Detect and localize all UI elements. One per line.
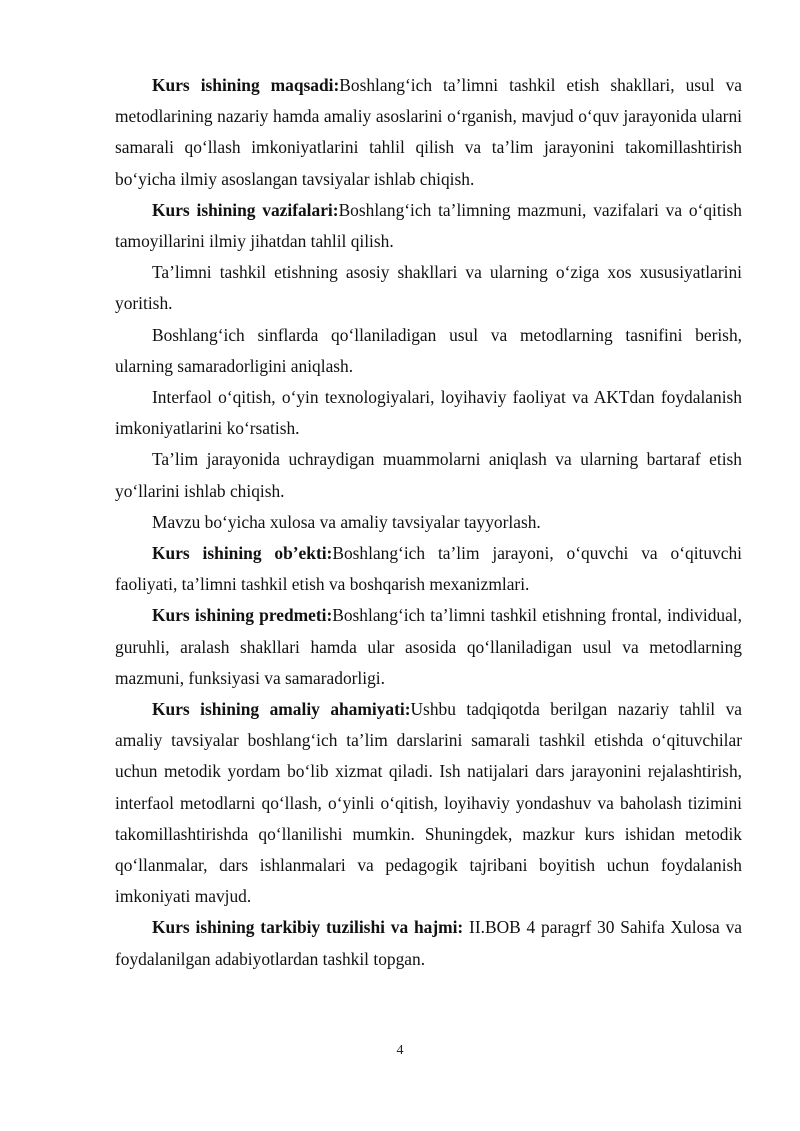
paragraph-text: Boshlang‘ich ta’limni tashkil etish shakllari, usul va metodlarining nazariy hamda amaliy asoslarini o‘rganish, mavjud o‘quv jarayonida ularni samarali qo‘llash imkoniyatlarini tahlil qilish va ta’lim jarayonini takomillashtirish bo‘yicha ilmiy asoslangan tavsiyalar ishlab chiqish. bbox=[115, 75, 743, 189]
paragraph-object bbox=[115, 538, 742, 600]
paragraph-text: Boshlang‘ich ta’lim jarayoni, o‘quvchi va o‘qituvchi faoliyati, ta’limni tashkil etish va boshqarish mexanizmlari. bbox=[115, 543, 742, 595]
paragraph-heading: Kurs ishining ob’ekti: bbox=[152, 543, 333, 564]
paragraph-subject bbox=[115, 600, 742, 694]
paragraph-practical-importance bbox=[115, 694, 742, 912]
paragraph-task-4 bbox=[115, 382, 742, 444]
paragraph-text: Ta’lim jarayonida uchraydigan muammolarni aniqlash va ularning bartaraf etish yo‘llarini ishlab chiqish. bbox=[115, 449, 742, 501]
paragraph-heading: Kurs ishining tarkibiy tuzilishi va hajmi: bbox=[152, 917, 464, 938]
paragraph-text: Boshlang‘ich ta’limni tashkil etishning frontal, individual, guruhli, aralash shakllari hamda ular asosida qo‘llaniladigan usul va metodlarning mazmuni, funksiyasi va samaradorligi. bbox=[115, 605, 742, 688]
paragraph-task-3 bbox=[115, 320, 742, 382]
paragraph-heading: Kurs ishining maqsadi: bbox=[152, 75, 340, 95]
paragraph-text: Interfaol o‘qitish, o‘yin texnologiyalari, loyihaviy faoliyat va AKTdan foydalanish imkoniyatlarini ko‘rsatish. bbox=[115, 387, 742, 439]
paragraph-heading: Kurs ishining predmeti: bbox=[152, 605, 333, 626]
paragraph-tasks bbox=[115, 195, 742, 257]
paragraph-heading: Kurs ishining amaliy ahamiyati: bbox=[152, 699, 411, 720]
paragraph-text: Mavzu bo‘yicha xulosa va amaliy tavsiyalar tayyorlash. bbox=[152, 511, 541, 532]
document-page bbox=[115, 70, 742, 975]
paragraph-task-6 bbox=[115, 507, 742, 538]
paragraph-text: Ta’limni tashkil etishning asosiy shakllari va ularning o‘ziga xos xususiyatlarini yoritish. bbox=[115, 262, 742, 314]
paragraph-task-5 bbox=[115, 444, 742, 506]
paragraph-heading: Kurs ishining vazifalari: bbox=[152, 199, 339, 220]
paragraph-text: Boshlang‘ich sinflarda qo‘llaniladigan usul va metodlarning tasnifini berish, ularning samaradorligini aniqlash. bbox=[115, 324, 742, 376]
paragraph-text: Boshlang‘ich ta’limning mazmuni, vazifalari va o‘qitish tamoyillarini ilmiy jihatdan tahlil qilish. bbox=[115, 199, 743, 252]
page-number: 4 bbox=[396, 1043, 404, 1058]
paragraph-goal bbox=[115, 70, 742, 195]
paragraph-text: Ushbu tadqiqotda berilgan nazariy tahlil va amaliy tavsiyalar boshlang‘ich ta’lim darslarini samarali tashkil etishda o‘qituvchilar uchun metodik yordam bo‘lib xizmat qiladi. Ish natijalari dars jarayonini rejalashtirish, interfaol metodlarni qo‘llash, o‘yinli o‘qitish, loyihaviy yondashuv va baholash tizimini takomillashtirishda qo‘llanilishi mumkin. Shuningdek, mazkur kurs ishidan metodik qo‘llanmalar, dars ishlanmalari va pedagogik tajribani boyitish uchun foydalanish imkoniyati mavjud. bbox=[115, 699, 742, 907]
paragraph-task-2 bbox=[115, 257, 742, 319]
paragraph-text: II.BOB 4 paragrf 30 Sahifa Xulosa va foydalanilgan adabiyotlardan tashkil topgan. bbox=[115, 917, 742, 969]
paragraph-structure bbox=[115, 912, 742, 974]
